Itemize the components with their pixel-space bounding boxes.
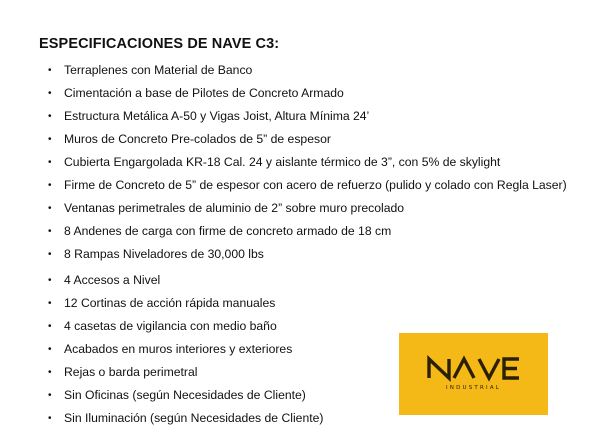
bullet-icon: • bbox=[48, 157, 52, 168]
list-item-text: Estructura Metálica A-50 y Vigas Joist, Altura Mínima 24’ bbox=[64, 109, 370, 123]
bullet-icon: • bbox=[48, 65, 52, 76]
list-item-text: Muros de Concreto Pre-colados de 5” de espesor bbox=[64, 132, 331, 146]
bullet-icon: • bbox=[48, 180, 52, 191]
list-item-text: Cimentación a base de Pilotes de Concreto Armado bbox=[64, 86, 344, 100]
list-item bbox=[48, 272, 160, 288]
bullet-icon: • bbox=[48, 344, 52, 355]
list-item-text: Ventanas perimetrales de aluminio de 2” sobre muro precolado bbox=[64, 201, 405, 215]
bullet-icon: • bbox=[48, 413, 52, 424]
list-item-text: Rejas o barda perimetral bbox=[64, 365, 198, 379]
list-item-text: 8 Rampas Niveladores de 30,000 lbs bbox=[64, 247, 264, 261]
list-item bbox=[48, 223, 391, 239]
list-item bbox=[48, 108, 369, 124]
list-item bbox=[48, 318, 277, 334]
list-item bbox=[48, 85, 344, 101]
nave-wordmark bbox=[399, 354, 548, 382]
list-item bbox=[48, 62, 252, 78]
list-item-text: Terraplenes con Material de Banco bbox=[64, 63, 253, 77]
bullet-icon: • bbox=[48, 298, 52, 309]
bullet-icon: • bbox=[48, 321, 52, 332]
logo-subtitle: INDUSTRIAL bbox=[445, 385, 502, 391]
page-title: ESPECIFICACIONES DE NAVE C3: bbox=[39, 36, 280, 52]
list-item-text: Acabados en muros interiores y exteriores bbox=[64, 342, 293, 356]
list-item-text: 4 casetas de vigilancia con medio baño bbox=[64, 319, 277, 333]
bullet-icon: • bbox=[48, 249, 52, 260]
list-item bbox=[48, 341, 292, 357]
logo-letter-n bbox=[429, 359, 449, 378]
bullet-icon: • bbox=[48, 275, 52, 286]
list-item bbox=[48, 387, 306, 403]
bullet-icon: • bbox=[48, 367, 52, 378]
bullet-icon: • bbox=[48, 134, 52, 145]
bullet-icon: • bbox=[48, 203, 52, 214]
list-item-text: Firme de Concreto de 5” de espesor con acero de refuerzo (pulido y colado con Regla Laser) bbox=[64, 178, 567, 192]
list-item bbox=[48, 177, 567, 193]
bullet-icon: • bbox=[48, 111, 52, 122]
list-item bbox=[48, 246, 264, 262]
logo-letter-v bbox=[479, 359, 499, 378]
list-item-text: 8 Andenes de carga con firme de concreto armado de 18 cm bbox=[64, 224, 392, 238]
nave-wordmark-strokes bbox=[429, 359, 519, 378]
list-item bbox=[48, 295, 275, 311]
list-item bbox=[48, 410, 323, 426]
logo-letter-e bbox=[504, 359, 519, 378]
list-item-text: 12 Cortinas de acción rápida manuales bbox=[64, 296, 276, 310]
bullet-icon: • bbox=[48, 226, 52, 237]
nave-industrial-logo bbox=[399, 333, 548, 415]
bullet-icon: • bbox=[48, 390, 52, 401]
list-item bbox=[48, 200, 404, 216]
list-item-text: Sin Oficinas (según Necesidades de Cliente) bbox=[64, 388, 306, 402]
list-item-text: Cubierta Engargolada KR-18 Cal. 24 y aislante térmico de 3”, con 5% de skylight bbox=[64, 155, 501, 169]
list-item bbox=[48, 131, 331, 147]
list-item bbox=[48, 154, 500, 170]
bullet-icon: • bbox=[48, 88, 52, 99]
logo-letter-a bbox=[454, 359, 474, 378]
list-item bbox=[48, 364, 197, 380]
list-item-text: 4 Accesos a Nivel bbox=[64, 273, 161, 287]
list-item-text: Sin Iluminación (según Necesidades de Cliente) bbox=[64, 411, 324, 425]
